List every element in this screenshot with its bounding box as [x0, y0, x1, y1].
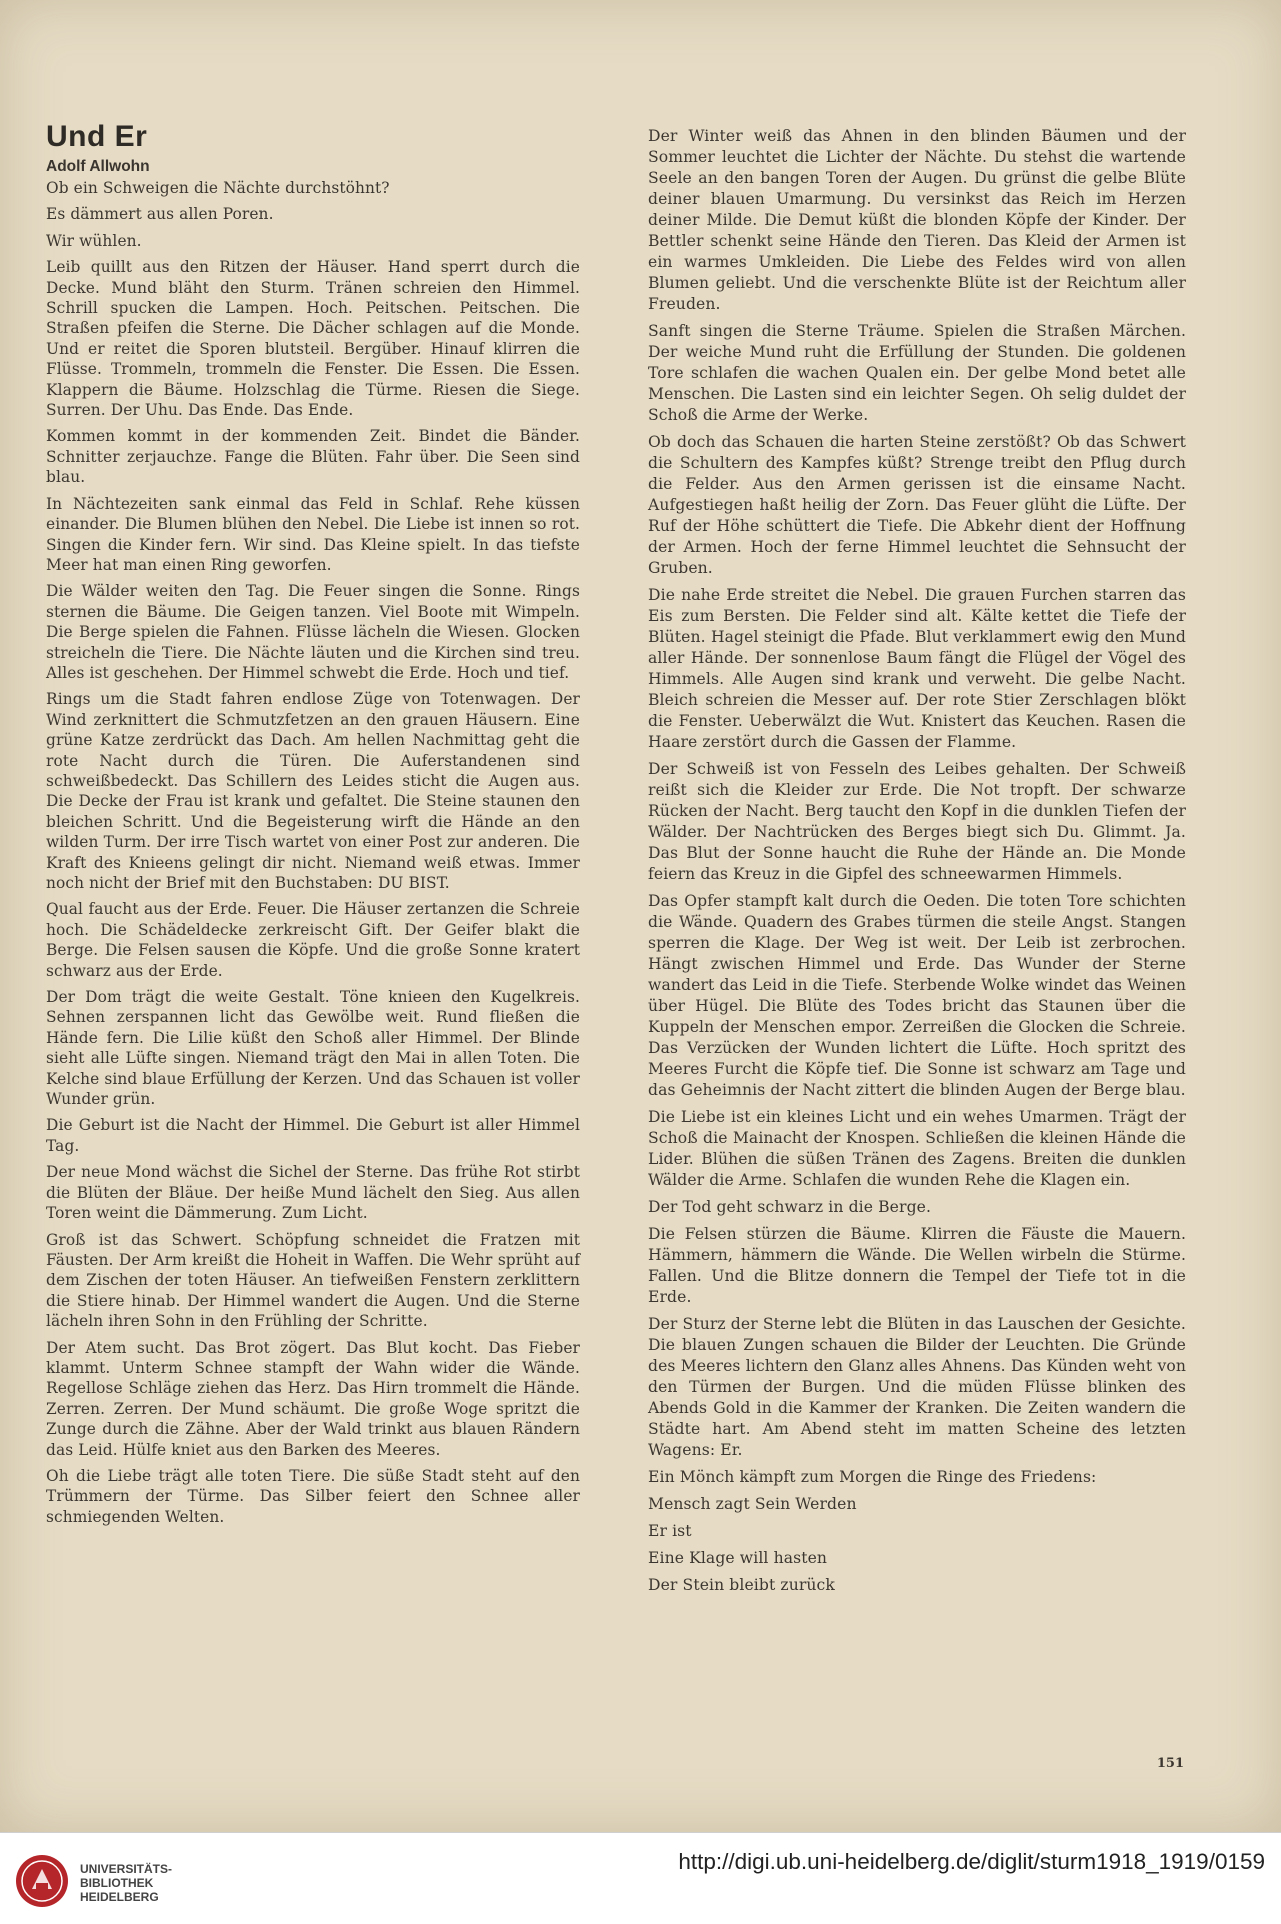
library-name [80, 1862, 172, 1904]
paragraph: Der Schweiß ist von Fesseln des Leibes gehalten. Der Schweiß reißt sich die Kleider zur Erde. Die Not tropft. Der schwarze Rücken der Nacht. Berg taucht den Kopf in die dunklen Tiefen der Wälder. Der Nachtrücken des Berges biegt sich Du. Glimmt. Ja. Das Blut der Sonne haucht die Ruhe der Hände an. Die Monde feiern das Kreuz in die Gipfel des schneewarmen Himmels. [648, 760, 1186, 883]
paragraph: Der Tod geht schwarz in die Berge. [648, 1198, 932, 1216]
university-seal-icon[interactable] [14, 1853, 70, 1909]
paragraph: In Nächtezeiten sank einmal das Feld in Schlaf. Rehe küssen einander. Die Blumen blühen den Nebel. Die Liebe ist innen so rot. Singen die Kinder fern. Wir sind. Das Kleine spielt. In das tiefste Meer hat man einen Ring geworfen. [46, 494, 580, 574]
paragraph: Groß ist das Schwert. Schöpfung schneidet die Fratzen mit Fäusten. Der Arm kreißt die Hoheit in Waffen. Die Wehr sprüht auf dem Zischen der toten Häuser. An tiefweißen Fenstern zerklittern die Stiere hinab. Der Himmel wandert die Augen. Und die Sterne lächeln ihren Sohn in den Frühling der Schritte. [46, 1230, 580, 1331]
paragraph: Eine Klage will hasten [648, 1549, 828, 1567]
viewer-footer [0, 1832, 1281, 1924]
paragraph: Es dämmert aus allen Poren. [46, 205, 274, 224]
paragraph: Das Opfer stampft kalt durch die Oeden. Die toten Tore schichten die Wände. Quadern des Grabes türmen die steile Angst. Stangen sperren die Klage. Der Weg ist weit. Der Leib ist zerbrochen. Hängt zwischen Himmel und Erde. Das Wunder der Sterne wandert das Leid in die Tiefe. Sterbende Wolke windet das Weinen über Hügel. Die Blüte des Todes bricht das Staunen über die Kuppeln der Menschen empor. Zerreißen die Glocken die Schreie. Das Verzücken der Wunden lichtert die Lüfte. Hoch spritzt des Meeres Furcht die Köpfe tief. Die Sonne ist schwarz am Tage und das Geheimnis der Nacht zittert die blinden Augen der Berge blau. [648, 892, 1186, 1099]
paragraph: Der Dom trägt die weite Gestalt. Töne knieen den Kugelkreis. Sehnen zerspannen licht das Gewölbe weit. Rund fließen die Hände fern. Die Lilie küßt den Schoß aller Himmel. Der Blinde sieht alle Lüfte singen. Niemand trägt den Mai in allen Toten. Die Kelche sind blaue Erfüllung der Kerzen. Und das Schauen ist voller Wunder grün. [46, 988, 580, 1109]
paragraph: Die Geburt ist die Nacht der Himmel. Die Geburt ist aller Himmel Tag. [46, 1116, 580, 1155]
paragraph: Leib quillt aus den Ritzen der Häuser. Hand sperrt durch die Decke. Mund bläht den Sturm. Tränen schreien den Himmel. Schrill spucken die Lampen. Hoch. Peitschen. Peitschen. Die Straßen pfeifen die Sterne. Die Dächer schlagen auf die Monde. Und er reitet die Sporen blutsteil. Bergüber. Hinauf klirren die Flüsse. Trommeln, trommeln die Fenster. Die Essen. Die Essen. Klappern die Bäume. Holzschlag die Türme. Riesen die Siege. Surren. Der Uhu. Das Ende. Das Ende. [46, 258, 580, 420]
paragraph: Der neue Mond wächst die Sichel der Sterne. Das frühe Rot stirbt die Blüten der Bläue. Der heiße Mund lächelt den Sieg. Aus allen Toren weint die Dämmerung. Zum Licht. [46, 1163, 580, 1223]
paragraph: Der Atem sucht. Das Brot zögert. Das Blut kocht. Das Fieber klammt. Unterm Schnee stampft der Wahn wider die Wände. Regellose Schläge ziehen das Herz. Das Hirn trommelt die Hände. Zerren. Zerren. Der Mund schäumt. Die große Woge spritzt die Zunge durch die Zähne. Aber der Wald trinkt aus blauen Rändern das Leid. Hülfe kniet aus den Barken des Meeres. [46, 1338, 580, 1459]
library-line-2: BIBLIOTHEK [80, 1876, 154, 1890]
paragraph: Der Sturz der Sterne lebt die Blüten in das Lauschen der Gesichte. Die blauen Zungen schauen die Bilder der Leuchten. Die Gründe des Meeres lichtern den Glanz alles Ahnens. Das Künden weht von den Türmen der Burgen. Und die müden Flüsse blinken des Abends Gold in die Kammer der Kranken. Die Zeiten wandern die Städte hart. Am Abend steht im matten Scheine des letzten Wagens: Er. [648, 1315, 1186, 1459]
paragraph: Die Liebe ist ein kleines Licht und ein wehes Umarmen. Trägt der Schoß die Mainacht der Knospen. Schließen die kleinen Hände die Lider. Blühen die süßen Tränen des Zagens. Breiten die dunklen Wälder die Arme. Schlafen die wunden Rehe die Klagen ein. [648, 1108, 1186, 1189]
paragraph: Die Wälder weiten den Tag. Die Feuer singen die Sonne. Rings sternen die Bäume. Die Geigen tanzen. Viel Boote mit Wimpeln. Die Berge spielen die Fahnen. Flüsse lächeln die Wiesen. Glocken streicheln die Tiere. Die Nächte läuten und die Kirchen sind treu. Alles ist geschehen. Der Himmel schwebt die Erde. Hoch und tief. [46, 582, 580, 682]
paragraph: Rings um die Stadt fahren endlose Züge von Totenwagen. Der Wind zerknittert die Schmutzfetzen an den grauen Häusern. Eine grüne Katze zerdrückt das Dach. Am hellen Nachmittag geht die rote Nacht durch die Türen. Die Auferstandenen sind schweißbedeckt. Das Schillern des Leides sticht die Augen aus. Die Decke der Frau ist krank und gefaltet. Die Steine staunen den bleichen Schritt. Und die Begeisterung wirft die Hände an den wilden Turm. Der irre Tisch wartet von einer Post zur anderen. Die Kraft des Knieens gelingt dir nicht. Niemand weiß etwas. Immer noch nicht der Brief mit den Buchstaben: DU BIST. [46, 690, 580, 892]
paragraph: Mensch zagt Sein Werden [648, 1495, 857, 1513]
page-number: 151 [1156, 1756, 1184, 1771]
paragraph: Oh die Liebe trägt alle toten Tiere. Die süße Stadt steht auf den Trümmern der Türme. Das Silber feiert den Schnee aller schmiegenden Welten. [46, 1466, 580, 1526]
article-author: Adolf Allwohn [46, 158, 150, 175]
paragraph: Sanft singen die Sterne Träume. Spielen die Straßen Märchen. Der weiche Mund ruht die Erfüllung der Stunden. Die goldenen Tore schlafen die wachen Qualen ein. Der gelbe Mond betet alle Menschen. Die Lasten sind ein leichter Segen. Oh selig duldet der Schoß die Arme der Werke. [648, 322, 1186, 424]
paragraph: Die nahe Erde streitet die Nebel. Die grauen Furchen starren das Eis zum Bersten. Die Felder sind alt. Kälte kettet die Tiefe der Blüten. Hagel steinigt die Pfade. Blut verklammert ewig den Mund aller Hände. Der sonnenlose Baum fängt die Flügel der Vögel des Himmels. Alle Augen sind krank und verweht. Die gelbe Nacht. Bleich schreien die Messer auf. Der rote Stier Zerschlagen blökt die Fenster. Ueberwälzt die Wut. Knistert das Keuchen. Rasen die Haare zerstört durch die Gassen der Flamme. [648, 586, 1186, 751]
permalink-url[interactable]: http://digi.ub.uni-heidelberg.de/diglit/sturm1918_1919/0159 [678, 1849, 1265, 1874]
paragraph: Er ist [648, 1522, 692, 1540]
paragraph: Der Stein bleibt zurück [648, 1576, 835, 1594]
paragraph: Der Winter weiß das Ahnen in den blinden Bäumen und der Sommer leuchtet die Lichter der Nächte. Du stehst die wartende Seele an den bangen Toren der Augen. Du grünst die gelbe Blüte deiner blauen Umarmung. Du versinkst das Reich im Herzen deiner Milde. Die Demut küßt die blonden Köpfe der Kinder. Der Bettler schenkt seine Hände den Tieren. Das Kleid der Armen ist ein warmes Umkleiden. Die Liebe des Feldes wird von allen Blumen geliebt. Und die verschenkte Blüte ist der Reichtum aller Freuden. [648, 127, 1186, 313]
paragraph: Ob ein Schweigen die Nächte durchstöhnt? [46, 179, 390, 197]
paragraph: Qual faucht aus der Erde. Feuer. Die Häuser zertanzen die Schreie hoch. Die Schädeldecke zerkreischt Gift. Der Geifer blakt die Berge. Die Felsen sausen die Köpfe. Und die große Sonne kratert schwarz aus der Erde. [46, 900, 580, 980]
library-line-3: HEIDELBERG [80, 1890, 159, 1904]
article-title: Und Er [46, 120, 148, 153]
library-line-1: UNIVERSITÄTS- [80, 1862, 173, 1876]
paragraph: Die Felsen stürzen die Bäume. Klirren die Fäuste die Mauern. Hämmern, hämmern die Wände. Die Wellen wirbeln die Stürme. Fallen. Und die Blitze donnern die Tempel der Tiefe tot in die Erde. [648, 1225, 1186, 1306]
right-paragraphs [648, 126, 1186, 1596]
paragraph: Ein Mönch kämpft zum Morgen die Ringe des Friedens: [648, 1468, 1097, 1486]
paragraph: Wir wühlen. [46, 231, 142, 250]
left-paragraphs [46, 178, 580, 1527]
right-column [648, 126, 1186, 1602]
paragraph: Ob doch das Schauen die harten Steine zerstößt? Ob das Schwert die Schultern des Kampfes küßt? Strenge treibt den Pflug durch die Felder. Aus den Armen gerissen ist die einsame Nacht. Aufgestiegen haßt heilig der Zorn. Das Feuer glüht die Lüfte. Der Ruf der Höhe schüttert die Tiefe. Die Abkehr dient der Hoffnung der Armen. Hoch der ferne Himmel leuchtet die Sehnsucht der Gruben. [648, 433, 1186, 577]
paragraph: Kommen kommt in der kommenden Zeit. Bindet die Bänder. Schnitter zerjauchze. Fange die Blüten. Fahr über. Die Seen sind blau. [46, 427, 580, 487]
left-column [46, 120, 580, 1533]
